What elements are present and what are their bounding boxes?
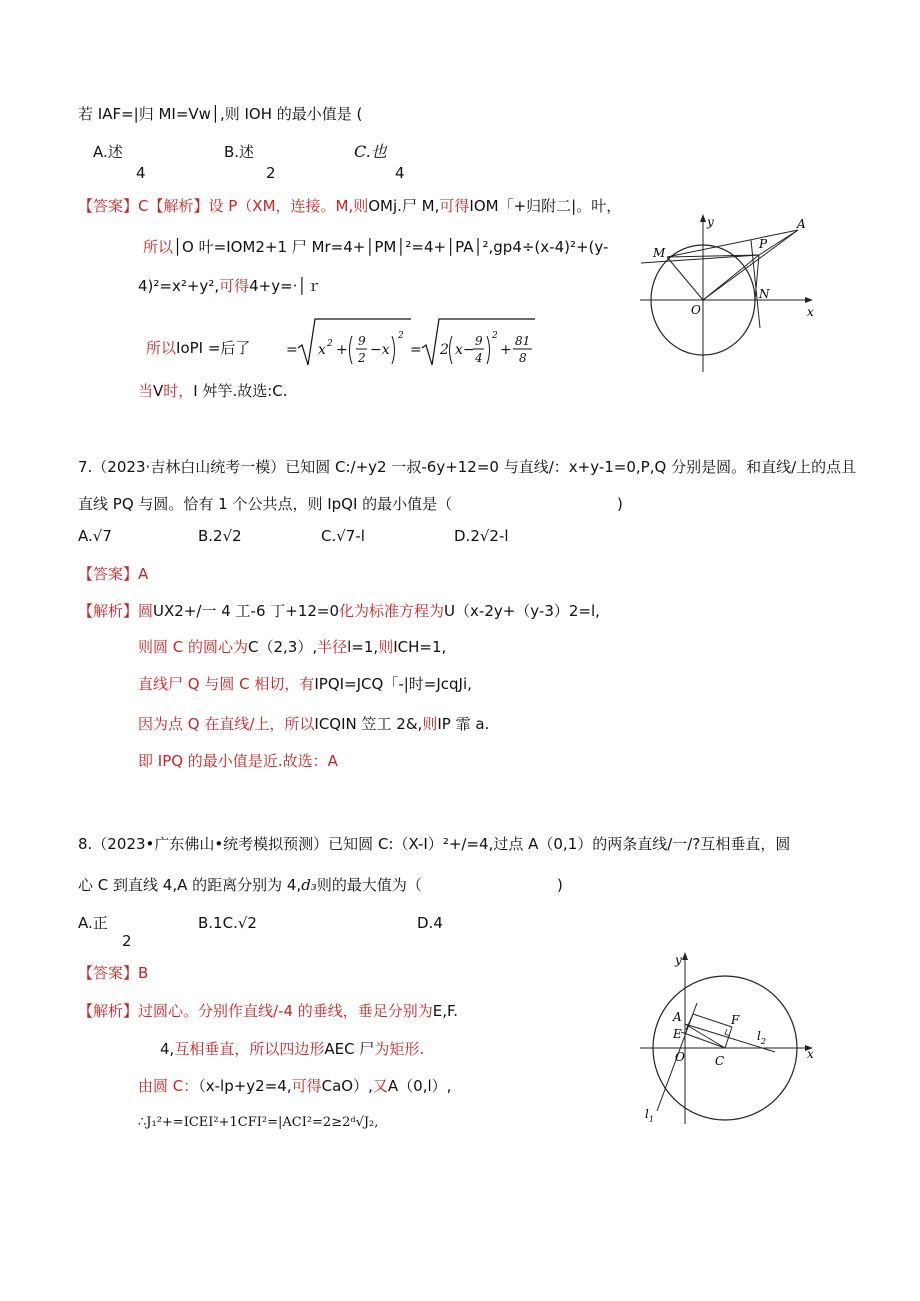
q8-geometry-figure: [635, 948, 820, 1128]
q6-text: IOM「+归附二|。叶，: [469, 197, 622, 215]
q6-option-b: B.述: [224, 143, 255, 161]
label-n: N: [759, 287, 770, 301]
q7-text: IPQI=JCQ「-|时=JcqJi,: [314, 675, 472, 693]
q8-text: CaO）,: [321, 1077, 373, 1095]
y-axis-arrow-icon: [700, 214, 706, 222]
q6-solution-line-2: [143, 240, 608, 255]
q6-solution-line-4: [146, 341, 250, 356]
q6-geometry-figure: [635, 210, 825, 375]
q6-text: 可得: [439, 197, 470, 215]
q8-answer-value: B: [138, 964, 149, 982]
label-o: O: [691, 303, 701, 317]
q7-text: 即 IPQ 的最小值是近.故选：: [138, 752, 328, 770]
q8-text: 互相垂直，所以四边形: [174, 1040, 325, 1058]
q8-text: A（0,l）,: [387, 1077, 452, 1095]
q7-stem-line-1: 7.（2023·吉林白山统考一模）已知圆 C:/+y2 一叔-6y+12=0 与直线/：x+y-1=0,P,Q 分别是圆。和直线/上的点且: [78, 458, 857, 476]
q7-text: 则: [378, 638, 394, 656]
label-o: O: [675, 1050, 685, 1064]
q7-analysis-line-1: [78, 604, 600, 619]
q7-stem-close-paren: ): [617, 495, 623, 513]
q8-text: 4,: [160, 1040, 175, 1058]
formula-text: 8: [519, 351, 527, 365]
q6-solution-line-5: [138, 384, 288, 399]
formula-text: 2: [327, 339, 333, 349]
formula-text: 9: [475, 334, 483, 348]
paren-right: [392, 336, 395, 364]
q7-text: U（x-2y+（y-3）2=l,: [444, 602, 600, 620]
label-l2-letter: l: [757, 1029, 761, 1043]
q7-text: 因为点 Q 在直线/上，所以: [138, 715, 315, 733]
q8-text: E,F.: [432, 1002, 459, 1020]
label-c: C: [715, 1054, 725, 1068]
paren-left: [350, 336, 353, 364]
q7-text: 直线尸 Q 与圆 C 相切，有: [138, 675, 315, 693]
formula-text: +: [500, 342, 512, 358]
q7-text: C（2,3）,: [248, 638, 318, 656]
q7-text: 圆: [138, 602, 154, 620]
segment-e-f-top: [693, 1014, 732, 1027]
label-y: y: [707, 215, 714, 229]
label-y: y: [675, 953, 682, 967]
q6-option-b-denominator: 2: [266, 164, 276, 182]
label-f: F: [731, 1013, 740, 1027]
label-l1: [645, 1107, 654, 1124]
q7-answer: [78, 567, 148, 582]
q8-analysis-line-3: [138, 1079, 451, 1094]
q8-option-a: A.正: [78, 914, 108, 932]
q7-option-b: B.2√2: [198, 527, 242, 545]
q8-text: AEC 尸: [324, 1040, 375, 1058]
formula-text: x: [318, 342, 326, 358]
q7-option-c: C.√7-l: [321, 527, 365, 545]
q7-analysis-line-3: [138, 677, 472, 692]
q6-solution-line-1: [78, 199, 621, 214]
formula-text: =: [286, 342, 298, 358]
q8-analysis-line-2: [160, 1042, 424, 1057]
q7-stem-line-2: 直线 PQ 与圆。恰有 1 个公共点，则 IpQI 的最小值是（: [78, 495, 453, 513]
q7-analysis-line-5: [138, 754, 338, 769]
q8-text: 则的最大值为（: [316, 876, 422, 894]
q7-text: 则圆 C 的圆心为: [138, 638, 249, 656]
q7-text: ICH=1,: [393, 638, 447, 656]
q8-answer-label: 【答案】: [78, 964, 139, 982]
formula-text: −x: [370, 342, 390, 358]
q6-text: 可得: [219, 277, 250, 295]
label-l2: [757, 1029, 766, 1046]
q6-option-a-denominator: 4: [136, 164, 146, 182]
segment-ma: [667, 230, 798, 257]
q6-text: 所以: [143, 238, 174, 256]
q6-answer-label: 【答案】C【解析】: [78, 197, 209, 215]
q6-distance-formula: [286, 316, 536, 374]
formula-text: x−: [455, 342, 475, 358]
q8-analysis-line-1: [78, 1004, 458, 1019]
q6-text: 当: [138, 382, 154, 400]
y-axis-arrow-icon: [682, 952, 688, 960]
q8-text: 又: [372, 1077, 388, 1095]
q6-text: 时，: [163, 382, 194, 400]
formula-text: 4: [475, 351, 483, 365]
formula-text: 81: [515, 334, 531, 348]
q7-text: l=1,: [347, 638, 379, 656]
q8-analysis-label: 【解析】: [78, 1002, 139, 1020]
q6-option-c: C.也: [354, 142, 387, 161]
q6-option-a: A.述: [93, 143, 123, 161]
q7-option-a: A.√7: [78, 527, 112, 545]
q6-solution-line-3: [138, 279, 321, 294]
q7-text: ICQIN 笠工 2&,: [314, 715, 423, 733]
q8-text: 为矩形.: [374, 1040, 425, 1058]
formula-text: 2: [358, 351, 366, 365]
segment-oa: [703, 230, 798, 300]
q7-analysis-label: 【解析】: [78, 602, 139, 620]
paren-right: [487, 336, 490, 364]
q7-answer-value: A: [138, 565, 149, 583]
label-l2-subscript: 2: [760, 1037, 766, 1046]
q7-analysis-line-4: [138, 717, 489, 732]
q6-text: I 舛竽.故选:C.: [193, 382, 288, 400]
q8-text: （x-lp+y2=4,: [198, 1077, 292, 1095]
q6-text: │O 叶=IOM2+1 尸 Mr=4+│PM│²=4+│PA│²,gp4÷(x-4)²+(y-: [173, 238, 609, 256]
q8-option-a-denominator: 2: [122, 932, 132, 950]
q6-text: V: [153, 382, 164, 400]
formula-text: 9: [358, 334, 366, 348]
q6-stem: 若 IAF=|归 MI=Vw│,则 IOH 的最小值是 (: [78, 105, 363, 123]
q8-option-d: D.4: [417, 914, 443, 932]
label-e: E: [673, 1027, 682, 1041]
formula-text: +: [336, 342, 348, 358]
q8-stem-close-paren: ): [557, 876, 563, 894]
label-p: P: [759, 237, 768, 251]
q6-text: IoPI =后了: [176, 339, 251, 357]
q8-stem-line-2: [78, 878, 422, 893]
label-a: A: [797, 217, 806, 231]
formula-text: 2: [398, 331, 404, 341]
label-x: x: [807, 305, 814, 319]
q7-text: A: [327, 752, 338, 770]
q7-text: 则: [422, 715, 438, 733]
label-m: M: [653, 246, 666, 260]
q8-text: 心 C 到直线 4,A 的距离分别为 4,: [78, 876, 302, 894]
q8-analysis-line-4: ∴J₁²+=ICEI²+1CFI²=|ACI²=2≥2ᵈ√J₂,: [138, 1115, 379, 1130]
q7-answer-label: 【答案】: [78, 565, 139, 583]
q8-text: 由圆 C：: [138, 1077, 199, 1095]
q8-stem-line-1: 8.（2023•广东佛山•统考模拟预测）已知圆 C:（X-I）²+/=4,过点 A（0,1）的两条直线/一/?互相垂直，圆: [78, 835, 791, 853]
q6-text: OMj.尸 M,: [368, 197, 440, 215]
formula-text: 2: [492, 331, 498, 341]
q7-text: 半径: [317, 638, 348, 656]
label-a: A: [673, 1010, 682, 1024]
label-l1-letter: l: [645, 1107, 649, 1121]
q7-text: UX2+/一 4 工-6 丁+12=0: [153, 602, 340, 620]
label-x: x: [807, 1047, 814, 1061]
formula-text: 2: [440, 342, 449, 358]
q7-option-d: D.2√2-l: [454, 527, 509, 545]
q6-text: 4+y=·│ｒ: [249, 277, 322, 295]
segment-om: [667, 257, 703, 300]
q6-text: 4)²=x²+y²,: [138, 277, 220, 295]
q8-answer: [78, 966, 148, 981]
q8-text: 可得: [291, 1077, 322, 1095]
q6-text: 设 P（XM，连接。M,则: [208, 197, 369, 215]
q8-option-bc: B.1C.√2: [198, 914, 257, 932]
formula-text: =: [410, 342, 422, 358]
q8-text: 过圆心。分别作直线/-4 的垂线，垂足分别为: [138, 1002, 433, 1020]
q7-text: 化为标准方程为: [339, 602, 445, 620]
x-axis-arrow-icon: [805, 297, 813, 303]
q8-text: d₃: [301, 876, 317, 894]
segment-fc: [725, 1027, 732, 1048]
q7-analysis-line-2: [138, 640, 446, 655]
q7-text: IP 霏 a.: [437, 715, 490, 733]
paren-left: [450, 336, 453, 364]
label-l1-subscript: 1: [648, 1115, 654, 1124]
q6-option-c-denominator: 4: [395, 164, 405, 182]
q6-text: 所以: [146, 339, 177, 357]
